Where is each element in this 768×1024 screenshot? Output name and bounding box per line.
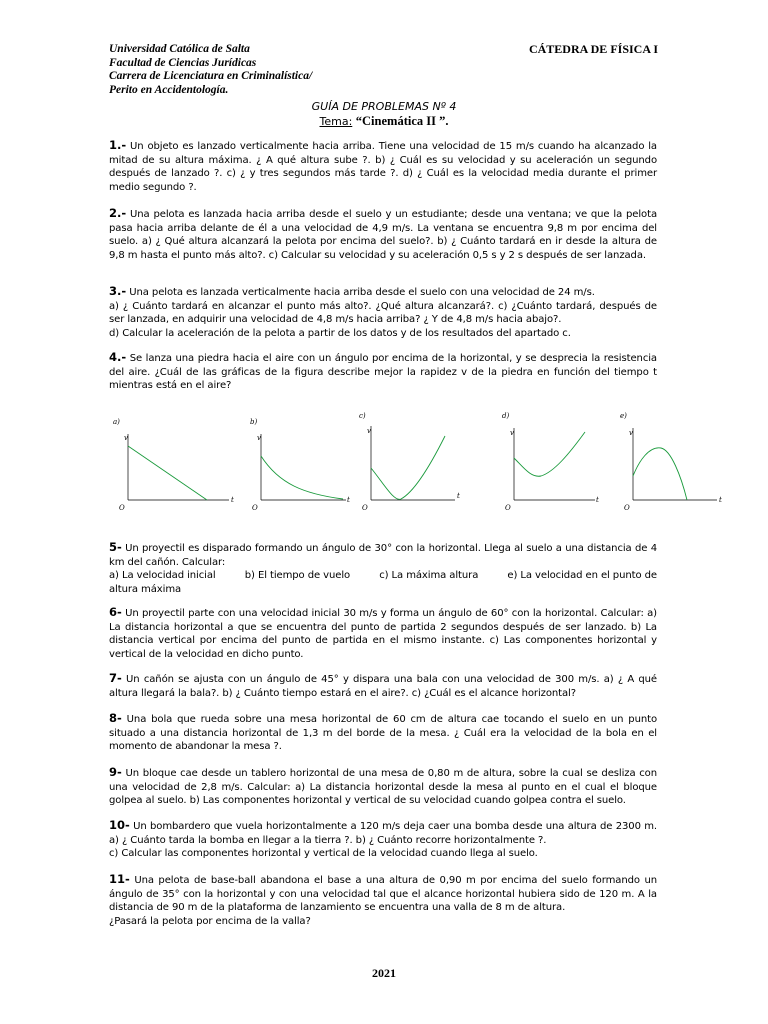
graph-c [359, 412, 460, 512]
graph-c-v-label: v [367, 427, 371, 435]
problem-9 [109, 766, 657, 808]
problem-8 [109, 712, 657, 754]
problem-5-item-c: c) La máxima altura [379, 570, 479, 582]
topic-line [0, 114, 768, 129]
problem-1 [109, 139, 657, 194]
career-name: Carrera de Licenciatura en Criminalística/ [109, 70, 313, 83]
graph-e-v-label: v [629, 429, 633, 437]
problem-4 [109, 351, 657, 393]
graph-a-curve [128, 446, 207, 500]
problem-number: 5- [109, 540, 122, 554]
graph-d-v-label: v [510, 429, 514, 437]
faculty-name: Facultad de Ciencias Jurídicas [109, 56, 257, 69]
problem-text: Un cañón se ajusta con un ángulo de 45° y dispara una bala con una velocidad de 300 m/s. a) ¿ A qué altura llegará la bala?. b) ¿ Cuánto tiempo estará en el aire?. c) ¿Cuál es el alcance horizontal? [109, 674, 657, 699]
institution-header [109, 43, 489, 97]
problem-number: 10- [109, 818, 130, 832]
problem-text: Se lanza una piedra hacia el aire con un ángulo por encima de la horizontal, y se desprecia la resistencia del aire. ¿Cuál de las gráficas de la figura describe mejor la rapidez v de la piedra en función del tiempo t mientras está en el aire? [109, 353, 657, 392]
problem-text: Una bola que rueda sobre una mesa horizontal de 60 cm de altura cae tocando el suelo en un punto situado a una distancia horizontal de 1,3 m del borde de la mesa. ¿ Cuál era la velocidad de la bola en el momento de abandonar la mesa ?. [109, 714, 657, 753]
topic-label: Tema: [319, 115, 353, 128]
problem-7 [109, 672, 657, 700]
graph-a [113, 418, 234, 512]
graph-d-t-label: t [596, 496, 599, 504]
speed-time-graphs [109, 406, 729, 516]
graph-c-label: c) [359, 412, 366, 420]
problem-text: Una pelota de base-ball abandona el base a una altura de 0,90 m por encima del suelo formando un ángulo de 35° con la horizontal y con una velocidad tal que el alcance horizontal hubiera sido de 120 m. A la distancia de 90 m de la plataforma de lanzamiento se encuentra una valla de 8 m de altura. [109, 875, 657, 914]
problem-11 [109, 873, 657, 928]
graph-c-curve [371, 436, 445, 499]
topic-value: “Cinemática II ”. [355, 114, 449, 128]
problem-number: 2.- [109, 206, 127, 220]
graph-b-v-label: v [257, 434, 261, 442]
problem-text: Un bloque cae desde un tablero horizontal de una mesa de 0,80 m de altura, sobre la cual se desliza con una velocidad de 2,8 m/s. Calcular: a) La distancia horizontal desde la mesa al punto en el cual el bloque golpea al suelo. b) Las componentes horizontal y vertical de su velocidad cuando golpea contra el suelo. [109, 768, 657, 807]
problem-5-item-b: b) El tiempo de vuelo [244, 570, 351, 582]
problem-number: 8- [109, 711, 122, 725]
guide-title: GUÍA DE PROBLEMAS Nº 4 [311, 100, 457, 113]
graph-a-label: a) [113, 418, 120, 426]
graph-e-curve [633, 448, 687, 500]
graph-b-t-label: t [347, 496, 350, 504]
problem-2 [109, 207, 657, 262]
graph-b-curve [261, 456, 343, 499]
problem-6 [109, 606, 657, 661]
graph-a-v-label: v [124, 434, 128, 442]
problem-number: 9- [109, 765, 122, 779]
graph-d-label: d) [502, 412, 510, 420]
graph-d-origin: O [505, 504, 511, 512]
problem-number: 4.- [109, 350, 127, 364]
problem-text: Un proyectil parte con una velocidad inicial 30 m/s y forma un ángulo de 60° con la horizontal. Calcular: a) La distancia horizontal a que se encuentra del punto de partida 2 segundos después de ser lanzado. b) La distancia vertical por encima del punto de partida en el mismo instante. c) Las componentes horizontal y vertical de la velocidad en dicho punto. [109, 608, 657, 660]
problem-11-question: ¿Pasará la pelota por encima de la valla? [109, 915, 311, 927]
chair-name: CÁTEDRA DE FÍSICA I [528, 42, 658, 56]
footer-year: 2021 [372, 966, 396, 980]
university-name: Universidad Católica de Salta [109, 43, 250, 55]
graph-e-t-label: t [719, 496, 722, 504]
problem-5-items [109, 569, 657, 583]
graph-e-label: e) [620, 412, 627, 420]
problem-10-part-c: c) Calcular las componentes horizontal y vertical de la velocidad cuando llega al suelo. [109, 848, 538, 860]
problem-number: 7- [109, 671, 122, 685]
problem-3 [109, 285, 657, 340]
problem-text: Un proyectil es disparado formando un ángulo de 30° con la horizontal. Llega al suelo a una distancia de 4 km del cañón. Calcular: [109, 543, 657, 568]
graph-a-origin: O [119, 504, 125, 512]
problem-number: 1.- [109, 138, 127, 152]
problem-3-part-a: a) ¿ Cuánto tardará en alcanzar el punto más alto?. ¿Qué altura alcanzará?. c) ¿Cuánto tardará, después de ser lanzada, en adquirir una velocidad de 4,8 m/s hacia arriba? ¿ Y de 4,8 m/s hacia abajo?. [109, 300, 657, 326]
problem-number: 6- [109, 605, 122, 619]
problem-number: 11- [109, 872, 130, 886]
problem-5-item-e: e) La velocidad en el punto de [507, 570, 657, 582]
graph-c-t-label: t [457, 492, 460, 500]
problem-number: 3.- [109, 284, 127, 298]
problem-5 [109, 541, 657, 596]
graph-e [620, 412, 722, 512]
problem-5-item-a: a) La velocidad inicial [109, 570, 216, 582]
graph-d-curve [514, 432, 585, 476]
problem-text: Una pelota es lanzada hacia arriba desde el suelo y un estudiante; desde una ventana; ve que la pelota pasa hacia arriba delante de él a una velocidad de 4,9 m/s. La ventana se encuentra 9,8 m por encima del suelo. a) ¿ Qué altura alcanzará la pelota por encima del suelo?. b) ¿ Cuánto tardará en ir desde la altura de 9,8 m hasta el punto más alto?. c) Calcular su velocidad y su aceleración 0,5 s y 2 s después de ser lanzada. [109, 209, 657, 261]
problem-5-tail: altura máxima [109, 583, 182, 595]
graph-d [502, 412, 599, 512]
graph-b-label: b) [250, 418, 258, 426]
problem-text: Un bombardero que vuela horizontalmente a 120 m/s deja caer una bomba desde una altura de 2300 m. a) ¿ Cuánto tarda la bomba en llegar a la tierra ?. b) ¿ Cuánto recorre horizontalmente ?. [109, 821, 657, 846]
problem-text: Una pelota es lanzada verticalmente hacia arriba desde el suelo con una velocidad de 24 m/s. [126, 287, 595, 298]
graph-b-origin: O [252, 504, 258, 512]
problem-text: Un objeto es lanzado verticalmente hacia arriba. Tiene una velocidad de 15 m/s cuando ha alcanzado la mitad de su altura máxima. ¿ A qué altura sube ?. b) ¿ Cuál es su velocidad y su aceleración un segundo después de lanzado ?. c) ¿ y tres segundos más tarde ?. d) ¿ Cuál es la velocidad media durante el primer medio segundo ?. [109, 141, 657, 193]
graph-a-t-label: t [231, 496, 234, 504]
graph-c-origin: O [362, 504, 368, 512]
graph-b [250, 418, 350, 512]
graphs-figure [109, 406, 729, 516]
problem-10 [109, 819, 657, 861]
career-subtitle: Perito en Accidentología. [109, 83, 229, 96]
graph-e-origin: O [624, 504, 630, 512]
problem-3-part-d: d) Calcular la aceleración de la pelota a partir de los datos y de los resultados del apartado c. [109, 327, 571, 339]
